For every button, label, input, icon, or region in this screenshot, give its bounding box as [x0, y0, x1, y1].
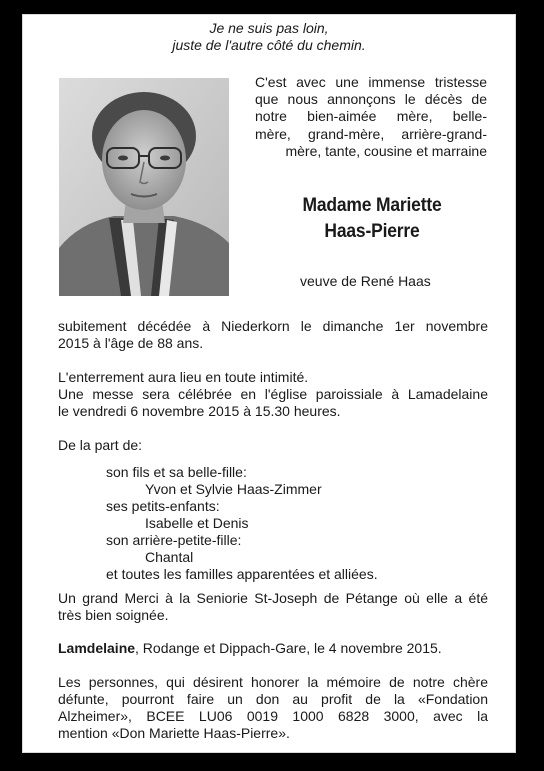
funeral-line-2: Une messe sera célébrée en l'église paroissiale à Lamadelaine: [58, 386, 488, 402]
grandchildren-names: Isabelle et Denis: [145, 515, 249, 531]
other-families: et toutes les familles apparentées et alliées.: [106, 566, 378, 582]
death-line-2: 2015 à l'âge de 88 ans.: [58, 335, 204, 351]
donation-line-2: défunte, pourront faire un don au profit de la «Fondation: [58, 691, 488, 707]
funeral-line-3: le vendredi 6 novembre 2015 à 15.30 heures.: [58, 403, 341, 419]
obituary-notice: [22, 14, 516, 753]
great-grandchild-label: son arrière-petite-fille:: [106, 532, 242, 548]
donation-line-3: Alzheimer», BCEE LU06 0019 1000 6828 3000, avec la: [58, 708, 488, 724]
place-name: Lamdelaine: [58, 640, 136, 656]
donation-line-4: mention «Don Mariette Haas-Pierre».: [58, 725, 290, 741]
place-rest: , Rodange et Dippach-Gare, le 4 novembre 2015.: [135, 640, 442, 656]
grandchildren-label: ses petits-enfants:: [106, 498, 220, 514]
funeral-line-1: L'enterrement aura lieu en toute intimité.: [58, 369, 309, 385]
intro-line: mère, grand-mère, arrière-grand-: [255, 125, 487, 142]
place-date-line: [58, 640, 442, 657]
great-grandchild-names: Chantal: [145, 549, 194, 565]
deceased-name-line-2: Haas-Pierre: [324, 221, 420, 242]
donation-line-1: Les personnes, qui désirent honorer la mémoire de notre chère: [58, 674, 488, 690]
death-line-1: subitement décédée à Niederkorn le dimanche 1er novembre: [58, 318, 488, 334]
from-label: De la part de:: [58, 437, 143, 453]
son-names: Yvon et Sylvie Haas-Zimmer: [145, 481, 322, 497]
portrait-photo: [59, 78, 229, 296]
deceased-name-line-1: Madame Mariette: [302, 195, 442, 216]
quote-line-2: juste de l'autre côté du chemin.: [172, 37, 366, 53]
quote-line-1: Je ne suis pas loin,: [209, 20, 329, 36]
thanks-line-1: Un grand Merci à la Seniorie St-Joseph de Pétange où elle a été: [58, 590, 488, 606]
announcement-intro: [255, 74, 487, 160]
thanks-line-2: très bien soignée.: [58, 607, 169, 623]
son-label: son fils et sa belle-fille:: [106, 464, 247, 480]
intro-line: C'est avec une immense tristesse: [255, 74, 487, 90]
widow-line: veuve de René Haas: [300, 273, 431, 289]
intro-line: que nous annonçons le décès de: [255, 91, 487, 108]
intro-line: notre bien-aimée mère, belle-: [255, 108, 487, 125]
intro-line: mère, tante, cousine et marraine: [285, 142, 487, 159]
